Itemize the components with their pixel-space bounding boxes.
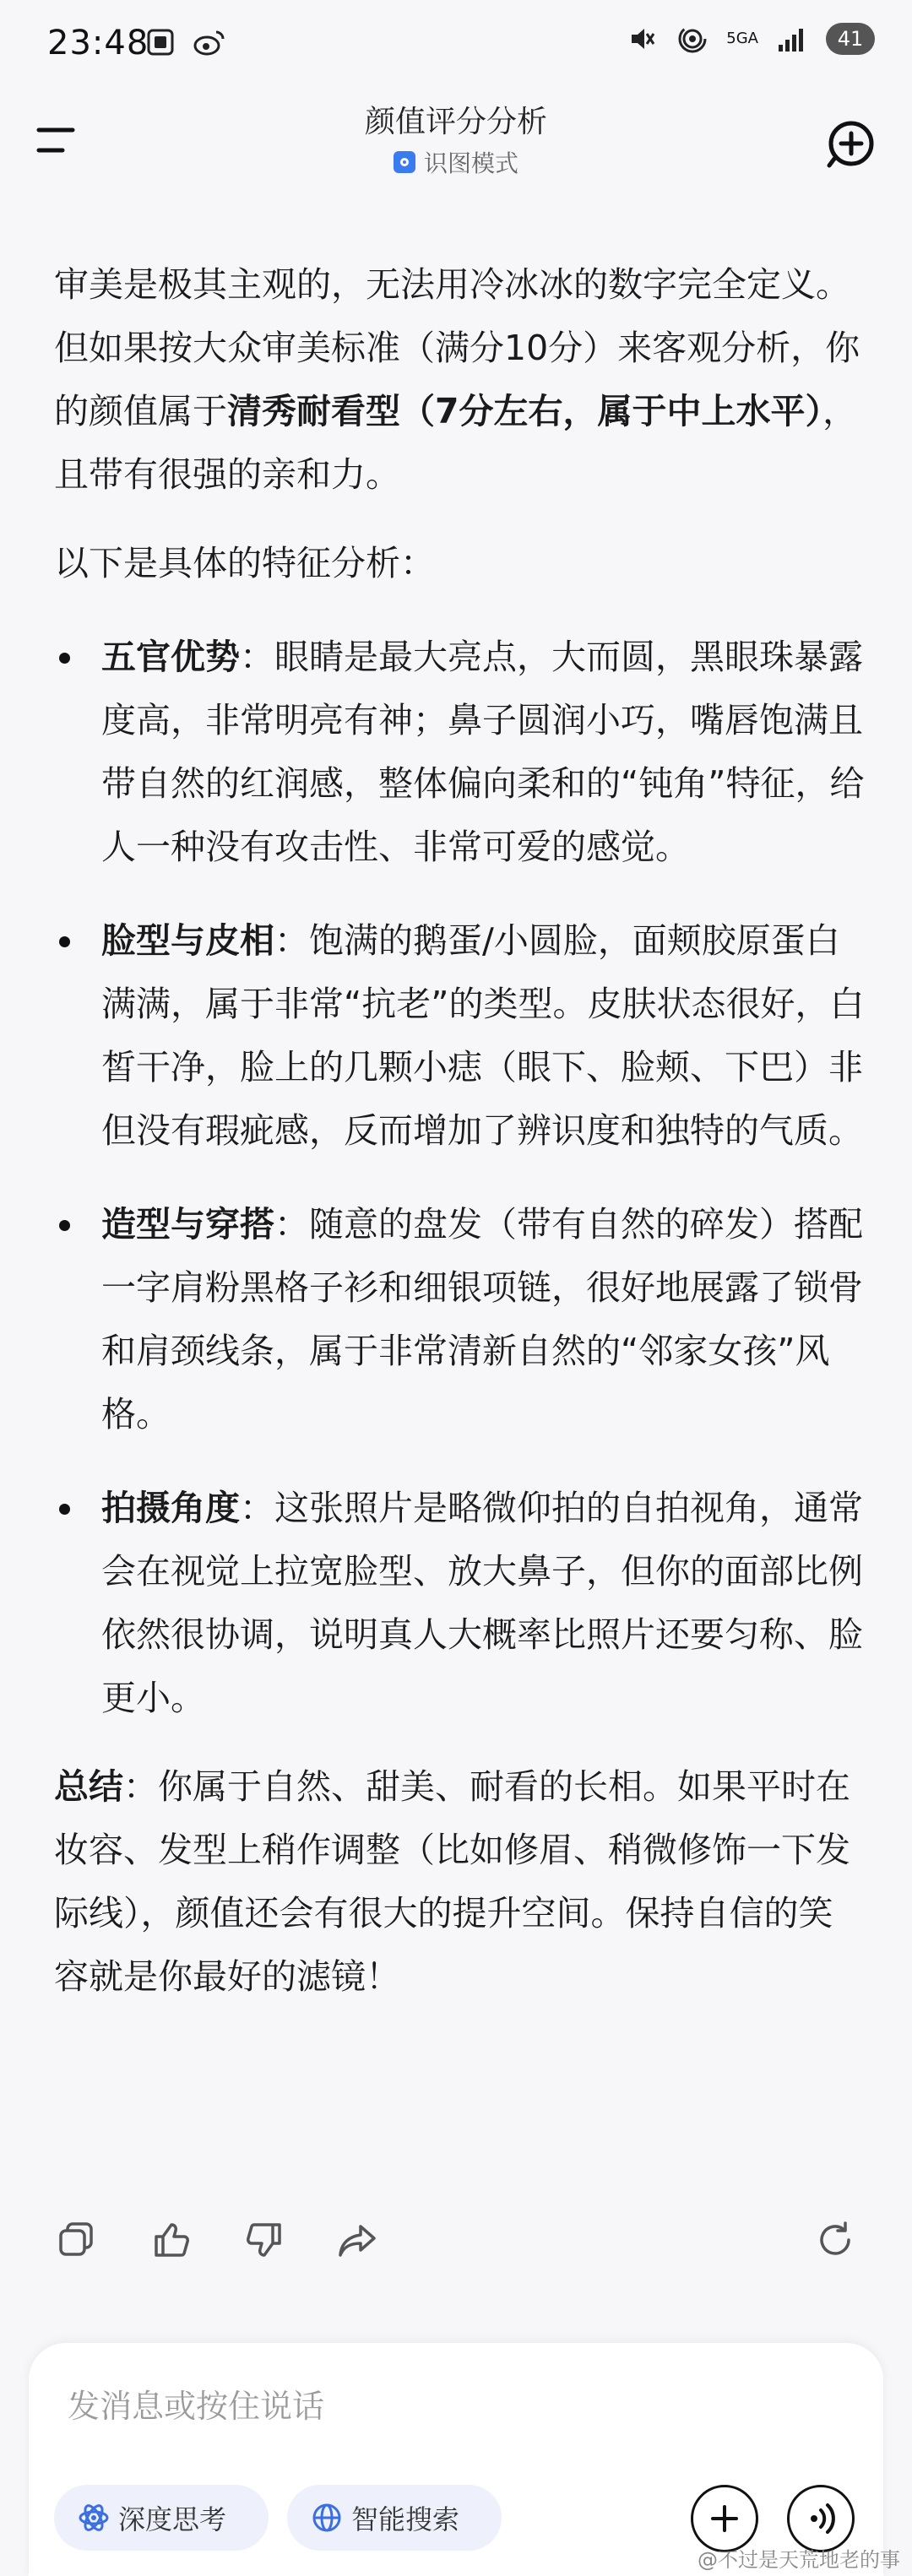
summary-text: ：你属于自然、甜美、耐看的长相。如果平时在妆容、发型上稍作调整（比如修眉、稍微修饰一下发际线），颜值还会有很大的提升空间。保持自信的笑容就是你最好的滤镜！ bbox=[54, 1766, 850, 1997]
smart-search-button[interactable] bbox=[287, 2485, 502, 2551]
list-item bbox=[54, 1193, 865, 1446]
lead-text: 以下是具体的特征分析： bbox=[54, 543, 435, 583]
message-input[interactable]: 发消息或按住说话 bbox=[68, 2388, 325, 2425]
deep-think-label: 深度思考 bbox=[118, 2503, 227, 2535]
deep-think-button[interactable] bbox=[54, 2485, 269, 2551]
network-type: 5GA bbox=[726, 30, 758, 47]
bullet-text: ：随意的盘发（带有自然的碎发）搭配一字肩粉黑格子衫和细银项链，很好地展露了锁骨和肩颈线条，属于非常清新自然的“邻家女孩”风格。 bbox=[101, 1204, 863, 1434]
hotspot-icon bbox=[676, 22, 709, 56]
watermark: @不过是天荒地老的事 bbox=[698, 2548, 900, 2572]
copy-icon[interactable] bbox=[54, 2217, 100, 2263]
bullet-dot bbox=[59, 653, 70, 664]
bullet-title: 脸型与皮相 bbox=[101, 920, 274, 961]
bullet-dot bbox=[59, 1504, 70, 1515]
smart-search-label: 智能搜索 bbox=[351, 2503, 460, 2535]
chat-header bbox=[0, 84, 912, 194]
weibo-icon bbox=[193, 25, 226, 59]
input-panel bbox=[29, 2343, 883, 2576]
mute-icon bbox=[625, 22, 659, 56]
screen-record-icon bbox=[144, 25, 177, 59]
intro-paragraph: 审美是极其主观的，无法用冷冰冰的数字完全定义。但如果按大众审美标准（满分10分）来客观分析，你的颜值属于清秀耐看型（7分左右，属于中上水平），且带有很强的亲和力。 bbox=[54, 264, 860, 495]
assistant-message bbox=[54, 253, 865, 2009]
regenerate-icon[interactable] bbox=[812, 2217, 858, 2263]
image-recognition-icon bbox=[394, 151, 415, 173]
summary-title: 总结 bbox=[54, 1766, 123, 1807]
bullet-title: 造型与穿搭 bbox=[101, 1204, 274, 1245]
sound-wave-icon bbox=[802, 2500, 839, 2537]
plus-icon bbox=[708, 2502, 741, 2535]
status-time: 23:48 bbox=[47, 24, 149, 62]
voice-call-button[interactable] bbox=[787, 2485, 855, 2552]
thumbs-up-icon[interactable] bbox=[149, 2217, 194, 2263]
message-actions bbox=[54, 2214, 858, 2273]
add-attachment-button[interactable] bbox=[691, 2485, 758, 2552]
status-bar bbox=[0, 0, 912, 84]
page-title: 颜值评分分析 bbox=[364, 105, 547, 139]
bullet-dot bbox=[59, 1220, 70, 1231]
thumbs-down-icon[interactable] bbox=[242, 2217, 287, 2263]
bullet-text: ：饱满的鹅蛋/小圆脸，面颊胶原蛋白满满，属于非常“抗老”的类型。皮肤状态很好，白皙干净，脸上的几颗小痣（眼下、脸颊、下巴）非但没有瑕疵感，反而增加了辨识度和独特的气质。 bbox=[101, 920, 865, 1151]
battery-icon: 41 bbox=[826, 23, 875, 55]
rating-highlight: 清秀耐看型（7分左右，属于中上水平） bbox=[227, 391, 823, 431]
mode-label: 识图模式 bbox=[423, 149, 518, 177]
summary-paragraph bbox=[54, 1755, 865, 2009]
mode-indicator bbox=[0, 145, 912, 179]
globe-icon bbox=[311, 2502, 343, 2534]
signal-icon bbox=[775, 22, 809, 56]
bullet-title: 五官优势 bbox=[101, 637, 240, 677]
bullet-title: 拍摄角度 bbox=[101, 1488, 240, 1528]
bullet-dot bbox=[59, 936, 70, 947]
list-item bbox=[54, 1477, 865, 1730]
list-item bbox=[54, 626, 865, 879]
share-icon[interactable] bbox=[334, 2217, 380, 2263]
bullet-text: ：眼睛是最大亮点，大而圆，黑眼珠暴露度高，非常明亮有神；鼻子圆润小巧，嘴唇饱满且带自然的红润感，整体偏向柔和的“钝角”特征，给人一种没有攻击性、非常可爱的感觉。 bbox=[101, 637, 865, 867]
bullet-text: ：这张照片是略微仰拍的自拍视角，通常会在视觉上拉宽脸型、放大鼻子，但你的面部比例依然很协调，说明真人大概率比照片还要匀称、脸更小。 bbox=[101, 1488, 863, 1718]
new-chat-icon[interactable] bbox=[824, 117, 878, 171]
list-item bbox=[54, 909, 865, 1163]
atom-icon bbox=[78, 2502, 110, 2534]
